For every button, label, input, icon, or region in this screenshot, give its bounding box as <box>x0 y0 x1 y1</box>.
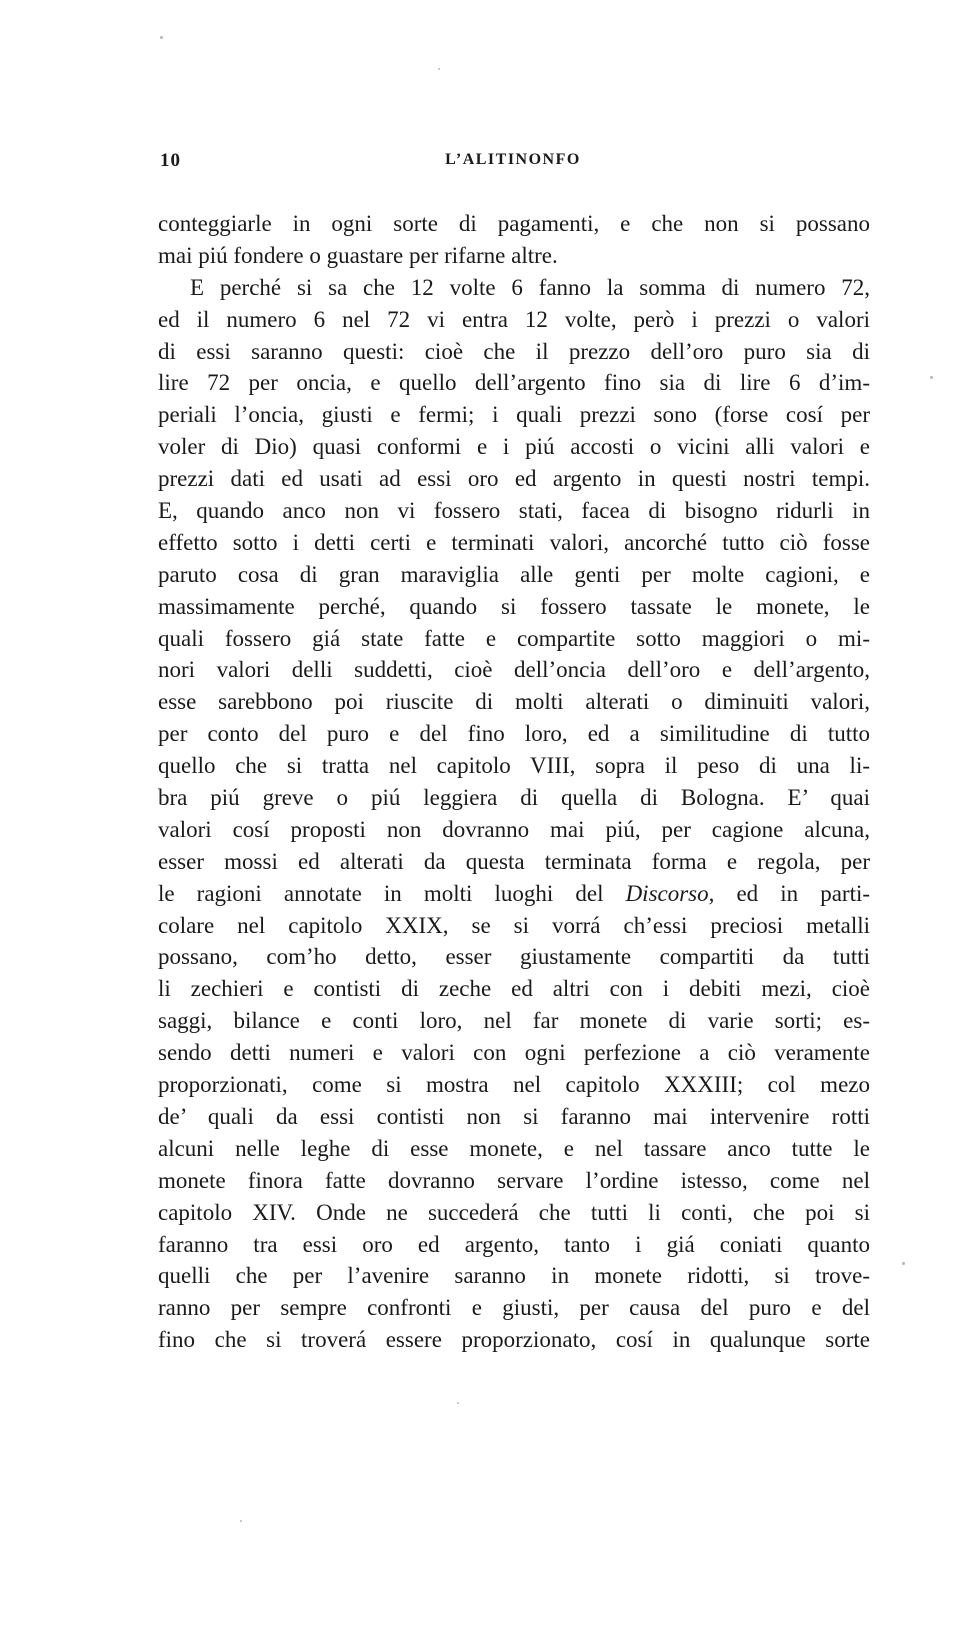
text-line: sendo detti numeri e valori con ogni perfezione a ciò veramente <box>158 1040 870 1066</box>
paper-speck <box>240 1520 242 1522</box>
paper-speck <box>438 68 440 70</box>
text-line: proporzionati, come si mostra nel capitolo XXXIII; col mezo <box>158 1072 870 1098</box>
page-number: 10 <box>160 150 181 171</box>
text-line: massimamente perché, quando si fossero tassate le monete, le <box>158 593 870 619</box>
paper-speck <box>930 376 933 379</box>
text-line: saggi, bilance e conti loro, nel far monete di varie sorti; es- <box>158 1008 870 1034</box>
text-line: de’ quali da essi contisti non si faranno mai intervenire rotti <box>158 1103 870 1129</box>
text-line: conteggiarle in ogni sorte di pagamenti, e che non si possano <box>158 211 870 236</box>
text-line: esser mossi ed alterati da questa terminata forma e regola, per <box>158 848 870 874</box>
body-text <box>158 208 870 1356</box>
text-line: fino che si troverá essere proporzionato, cosí in qualunque sorte <box>158 1327 870 1353</box>
text-line: E perché si sa che 12 volte 6 fanno la somma di numero 72, <box>190 274 870 300</box>
paper-speck <box>160 36 163 39</box>
text-line: colare nel capitolo XXIX, se si vorrá ch’essi preciosi metalli <box>158 912 870 938</box>
text-line: alcuni nelle leghe di esse monete, e nel tassare anco tutte le <box>158 1135 870 1161</box>
text-line: esse sarebbono poi riuscite di molti alterati o diminuiti valori, <box>158 689 870 715</box>
italic-title: Discorso, <box>625 880 715 906</box>
running-title: L’ALITINONFO <box>445 151 581 168</box>
text-segment: ed in parti- <box>736 880 871 906</box>
page-header <box>160 150 866 176</box>
text-line: quello che si tratta nel capitolo VIII, sopra il peso di una li- <box>158 753 870 779</box>
text-line: quelli che per l’avenire saranno in monete ridotti, si trove- <box>158 1263 870 1289</box>
text-line: E, quando anco non vi fossero stati, facea di bisogno ridurli in <box>158 498 870 524</box>
text-line: lire 72 per oncia, e quello dell’argento fino sia di lire 6 d’im- <box>158 370 870 396</box>
text-segment: le ragioni annotate in molti luoghi del <box>158 880 604 906</box>
text-line: mai piú fondere o guastare per rifarne altre. <box>158 242 558 268</box>
paper-speck <box>902 1262 905 1265</box>
text-line: periali l’oncia, giusti e fermi; i quali prezzi sono (forse cosí per <box>158 402 870 428</box>
text-line: valori cosí proposti non dovranno mai piú, per cagione alcuna, <box>158 816 870 842</box>
text-line: nori valori delli suddetti, cioè dell’oncia dell’oro e dell’argento, <box>158 657 870 683</box>
text-line: ranno per sempre confronti e giusti, per causa del puro e del <box>158 1295 870 1321</box>
text-line: capitolo XIV. Onde ne succederá che tutti li conti, che poi si <box>158 1199 870 1225</box>
text-line: paruto cosa di gran maraviglia alle genti per molte cagioni, e <box>158 561 870 587</box>
text-line: li zechieri e contisti di zeche ed altri con i debiti mezi, cioè <box>158 976 870 1002</box>
text-line: faranno tra essi oro ed argento, tanto i giá coniati quanto <box>158 1231 870 1257</box>
text-line: ed il numero 6 nel 72 vi entra 12 volte, però i prezzi o valori <box>158 306 870 332</box>
text-line: voler di Dio) quasi conformi e i piú accosti o vicini alli valori e <box>158 434 870 460</box>
text-line: quali fossero giá state fatte e compartite sotto maggiori o mi- <box>158 625 870 651</box>
text-line: effetto sotto i detti certi e terminati valori, ancorché tutto ciò fosse <box>158 529 870 555</box>
text-line-with-italic <box>158 878 870 910</box>
text-line: possano, com’ho detto, esser giustamente compartiti da tutti <box>158 944 870 970</box>
paper-speck <box>457 1402 459 1404</box>
text-line: monete finora fatte dovranno servare l’ordine istesso, come nel <box>158 1167 870 1193</box>
text-line: bra piú greve o piú leggiera di quella di Bologna. E’ quai <box>158 785 870 811</box>
text-line: prezzi dati ed usati ad essi oro ed argento in questi nostri tempi. <box>158 466 870 492</box>
text-line: per conto del puro e del fino loro, ed a similitudine di tutto <box>158 721 870 747</box>
text-line: di essi saranno questi: cioè che il prezzo dell’oro puro sia di <box>158 338 870 364</box>
